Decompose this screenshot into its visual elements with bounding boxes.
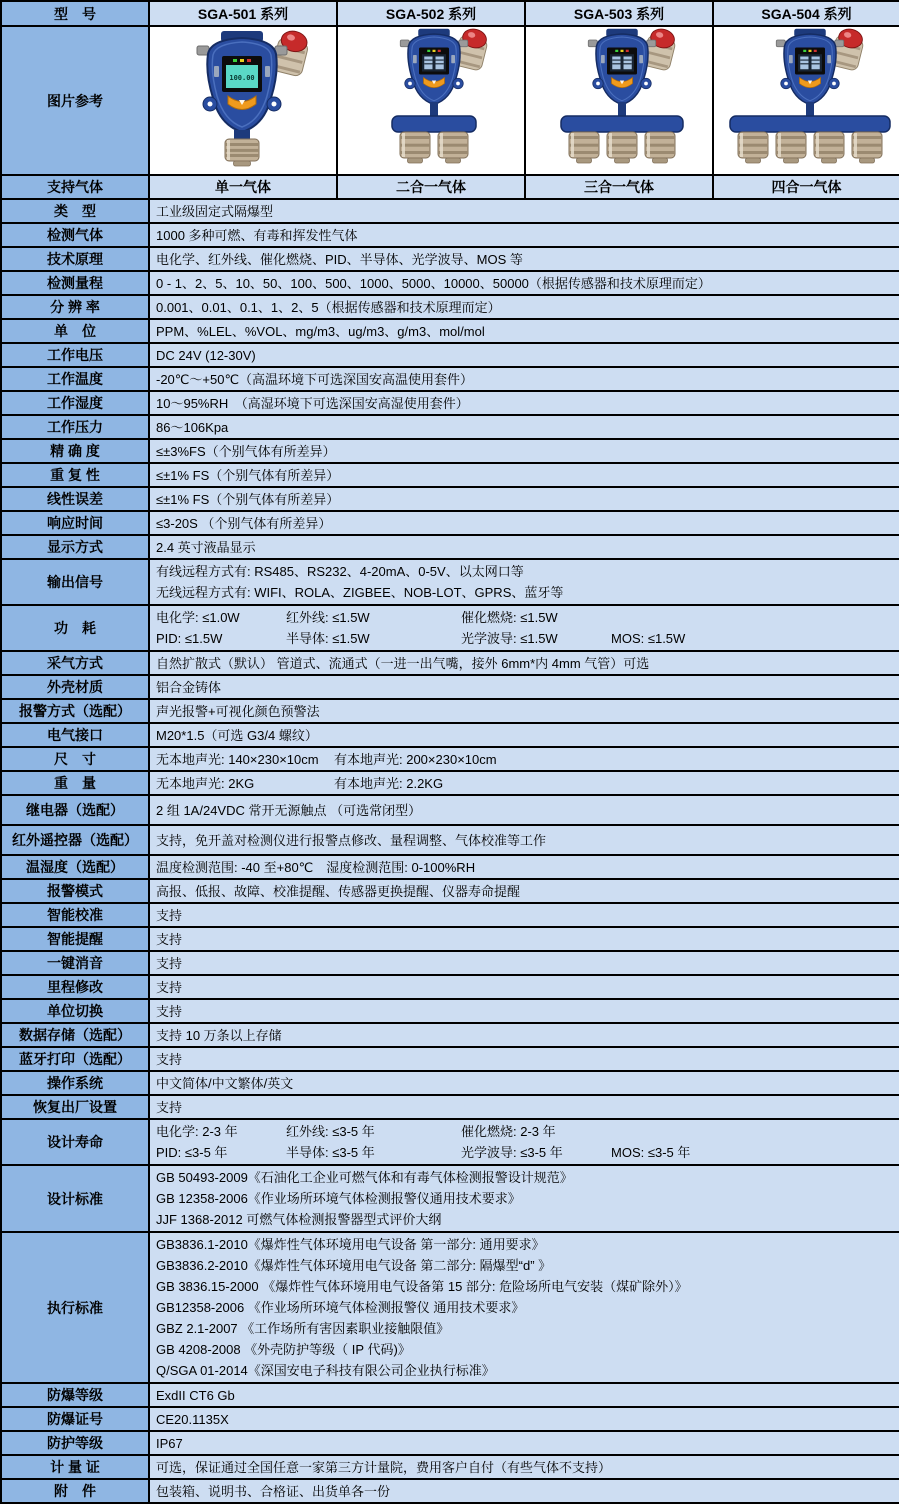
spec-text: MOS: ≤3-5 年 <box>611 1145 691 1160</box>
spec-text: 支持 <box>156 955 183 971</box>
spec-row <box>1 1047 899 1071</box>
product-image-sga-504 <box>713 26 899 175</box>
spec-label: 附 件 <box>1 1479 149 1503</box>
spec-row <box>1 747 899 771</box>
spec-text: 0 - 1、2、5、10、50、100、500、1000、5000、10000、50000（根据传感器和技术原理而定） <box>156 275 711 291</box>
spec-value <box>149 223 899 247</box>
spec-text: 10～95%RH （高湿环境下可选深国安高湿使用套件） <box>156 395 469 411</box>
spec-row <box>1 319 899 343</box>
spec-text: 包装箱、说明书、合格证、出货单各一份 <box>156 1483 391 1499</box>
spec-value <box>149 927 899 951</box>
spec-label: 设计标准 <box>1 1165 149 1232</box>
spec-text: 铝合金铸体 <box>156 679 222 695</box>
spec-label: 重 量 <box>1 771 149 795</box>
gas-type-2in1: 二合一气体 <box>337 175 525 199</box>
spec-value <box>149 1023 899 1047</box>
spec-label: 红外遥控器（选配） <box>1 825 149 855</box>
model-name-sga-502: SGA-502 系列 <box>337 1 525 26</box>
spec-value <box>149 771 899 795</box>
spec-label: 防爆证号 <box>1 1407 149 1431</box>
spec-row <box>1 825 899 855</box>
spec-label: 继电器（选配） <box>1 795 149 825</box>
spec-text: ExdII CT6 Gb <box>156 1387 235 1403</box>
spec-row <box>1 367 899 391</box>
spec-value <box>149 1407 899 1431</box>
spec-row <box>1 771 899 795</box>
sensor-cylinder-icon <box>852 132 882 163</box>
spec-text: 催化燃烧: ≤1.5W <box>461 610 558 625</box>
spec-label: 智能提醒 <box>1 927 149 951</box>
spec-text: GB 50493-2009《石油化工企业可燃气体和有毒气体检测报警设计规范》 <box>156 1170 573 1185</box>
spec-label: 检测量程 <box>1 271 149 295</box>
spec-label: 恢复出厂设置 <box>1 1095 149 1119</box>
spec-row <box>1 247 899 271</box>
spec-text: 支持 10 万条以上存储 <box>156 1027 282 1043</box>
spec-text: IP67 <box>156 1435 183 1451</box>
spec-value <box>149 651 899 675</box>
spec-row <box>1 651 899 675</box>
spec-label: 智能校准 <box>1 903 149 927</box>
spec-value <box>149 415 899 439</box>
spec-label: 技术原理 <box>1 247 149 271</box>
spec-row <box>1 975 899 999</box>
spec-row <box>1 999 899 1023</box>
spec-row <box>1 463 899 487</box>
spec-text: MOS: ≤1.5W <box>611 631 686 646</box>
spec-label: 响应时间 <box>1 511 149 535</box>
spec-text: PPM、%LEL、%VOL、mg/m3、ug/m3、g/m3、mol/mol <box>156 323 485 339</box>
supported-gas-row <box>1 175 899 199</box>
spec-value <box>149 723 899 747</box>
spec-text: M20*1.5（可选 G3/4 螺纹） <box>156 727 318 743</box>
sensor-cylinder-icon <box>400 132 430 163</box>
sensor-cylinder-icon <box>738 132 768 163</box>
spec-row <box>1 439 899 463</box>
spec-text: 催化燃烧: 2-3 年 <box>461 1124 556 1139</box>
spec-text: 光学波导: ≤1.5W <box>461 631 558 646</box>
spec-text: ≤±1% FS（个别气体有所差异） <box>156 491 340 507</box>
spec-text: 86～106Kpa <box>156 419 229 435</box>
spec-row <box>1 855 899 879</box>
detector-body-icon <box>400 29 468 105</box>
gas-detector-image <box>720 28 899 168</box>
spec-label: 执行标准 <box>1 1232 149 1383</box>
spec-value <box>149 903 899 927</box>
spec-text: 0.001、0.01、0.1、1、2、5（根据传感器和技术原理而定） <box>156 299 501 315</box>
gas-detector-image <box>344 28 525 168</box>
spec-value <box>149 511 899 535</box>
spec-text: 光学波导: ≤3-5 年 <box>461 1145 563 1160</box>
spec-value <box>149 795 899 825</box>
spec-label: 电气接口 <box>1 723 149 747</box>
sensor-cylinder-icon <box>814 132 844 163</box>
spec-row <box>1 605 899 651</box>
spec-value <box>149 1431 899 1455</box>
spec-label: 数据存储（选配） <box>1 1023 149 1047</box>
spec-row <box>1 487 899 511</box>
spec-text: 2.4 英寸液晶显示 <box>156 539 256 555</box>
spec-text: JJF 1368-2012 可燃气体检测报警器型式评价大纲 <box>156 1212 442 1227</box>
spec-text: PID: ≤1.5W <box>156 631 223 646</box>
spec-row <box>1 927 899 951</box>
spec-row <box>1 951 899 975</box>
spec-row <box>1 391 899 415</box>
spec-text: 半导体: ≤3-5 年 <box>286 1145 375 1160</box>
spec-text: 支持 <box>156 1051 183 1067</box>
spec-value <box>149 975 899 999</box>
spec-text: 工业级固定式隔爆型 <box>156 203 274 219</box>
spec-value <box>149 535 899 559</box>
spec-value <box>149 1232 899 1383</box>
spec-label: 报警模式 <box>1 879 149 903</box>
spec-text: GB 3836.15-2000 《爆炸性气体环境用电气设备第 15 部分: 危险场所电气安装（煤矿除外）》 <box>156 1279 688 1294</box>
spec-label: 计 量 证 <box>1 1455 149 1479</box>
spec-text: Q/SGA 01-2014《深国安电子科技有限公司企业执行标准》 <box>156 1363 495 1378</box>
detector-body-icon <box>197 31 287 132</box>
detector-body-icon <box>776 29 844 105</box>
spec-row <box>1 699 899 723</box>
spec-text: 电化学: 2-3 年 <box>156 1124 238 1139</box>
detector-body-icon <box>588 29 656 105</box>
spec-value <box>149 825 899 855</box>
spec-label: 重 复 性 <box>1 463 149 487</box>
gas-type-single: 单一气体 <box>149 175 337 199</box>
spec-text: GB 12358-2006《作业场所环境气体检测报警仪通用技术要求》 <box>156 1191 521 1206</box>
spec-text: 支持 <box>156 979 183 995</box>
spec-row <box>1 343 899 367</box>
spec-label: 外壳材质 <box>1 675 149 699</box>
spec-row <box>1 1383 899 1407</box>
spec-label: 工作压力 <box>1 415 149 439</box>
spec-text: 无本地声光: 2KG <box>156 775 255 791</box>
sensor-cylinder-icon <box>438 132 468 163</box>
spec-label: 分 辨 率 <box>1 295 149 319</box>
spec-label: 防爆等级 <box>1 1383 149 1407</box>
spec-row <box>1 879 899 903</box>
spec-label: 报警方式（选配） <box>1 699 149 723</box>
spec-label: 设计寿命 <box>1 1119 149 1165</box>
spec-label: 工作湿度 <box>1 391 149 415</box>
spec-value <box>149 1165 899 1232</box>
gas-detector-image <box>156 28 337 168</box>
spec-value <box>149 271 899 295</box>
spec-value <box>149 367 899 391</box>
supported-gas-label: 支持气体 <box>1 175 149 199</box>
spec-text: GB3836.2-2010《爆炸性气体环境用电气设备 第二部分: 隔爆型“d” 》 <box>156 1258 552 1273</box>
spec-value <box>149 1383 899 1407</box>
spec-label: 单 位 <box>1 319 149 343</box>
spec-value <box>149 1455 899 1479</box>
spec-label: 单位切换 <box>1 999 149 1023</box>
spec-label: 工作电压 <box>1 343 149 367</box>
spec-value <box>149 199 899 223</box>
spec-row <box>1 723 899 747</box>
model-name-sga-503: SGA-503 系列 <box>525 1 713 26</box>
gas-detector-image <box>532 28 713 168</box>
spec-text: ≤±3%FS（个别气体有所差异） <box>156 443 336 459</box>
spec-value <box>149 439 899 463</box>
spec-row <box>1 559 899 605</box>
spec-label: 功 耗 <box>1 605 149 651</box>
sensor-cylinder-icon <box>776 132 806 163</box>
spec-value <box>149 1479 899 1503</box>
spec-value <box>149 747 899 771</box>
spec-text: -20℃～+50℃（高温环境下可选深国安高温使用套件） <box>156 371 474 387</box>
spec-row <box>1 1165 899 1232</box>
spec-label: 输出信号 <box>1 559 149 605</box>
image-row-label: 图片参考 <box>1 26 149 175</box>
spec-text: GB3836.1-2010《爆炸性气体环境用电气设备 第一部分: 通用要求》 <box>156 1237 545 1252</box>
spec-value <box>149 487 899 511</box>
spec-row <box>1 675 899 699</box>
sensor-cylinder-icon <box>225 139 259 166</box>
product-image-sga-501 <box>149 26 337 175</box>
model-header-label: 型 号 <box>1 1 149 26</box>
spec-text: 半导体: ≤1.5W <box>286 631 370 646</box>
product-image-sga-502 <box>337 26 525 175</box>
image-row <box>1 26 899 175</box>
spec-label: 蓝牙打印（选配） <box>1 1047 149 1071</box>
sensor-cylinder-icon <box>607 132 637 163</box>
spec-value <box>149 605 899 651</box>
spec-value <box>149 675 899 699</box>
spec-text: 可选，保证通过全国任意一家第三方计量院，费用客户自付（有些气体不支持） <box>156 1459 612 1475</box>
spec-value <box>149 319 899 343</box>
spec-row <box>1 535 899 559</box>
spec-row <box>1 1071 899 1095</box>
spec-value <box>149 343 899 367</box>
model-name-sga-501: SGA-501 系列 <box>149 1 337 26</box>
spec-row <box>1 223 899 247</box>
spec-text: 电化学: ≤1.0W <box>156 610 240 625</box>
spec-text: 有本地声光: 200×230×10cm <box>334 751 497 767</box>
spec-value <box>149 295 899 319</box>
sensor-cylinder-icon <box>645 132 675 163</box>
sensor-cylinder-icon <box>569 132 599 163</box>
spec-text: 声光报警+可视化颜色预警法 <box>156 703 320 719</box>
spec-text: 红外线: ≤1.5W <box>286 610 370 625</box>
spec-text: 1000 多种可燃、有毒和挥发性气体 <box>156 227 358 243</box>
spec-label: 类 型 <box>1 199 149 223</box>
spec-row <box>1 199 899 223</box>
spec-label: 尺 寸 <box>1 747 149 771</box>
spec-text: CE20.1135X <box>156 1411 229 1427</box>
spec-label: 防护等级 <box>1 1431 149 1455</box>
spec-label: 温湿度（选配） <box>1 855 149 879</box>
spec-row <box>1 1407 899 1431</box>
spec-text: ≤±1% FS（个别气体有所差异） <box>156 467 340 483</box>
spec-value <box>149 855 899 879</box>
spec-row <box>1 1431 899 1455</box>
spec-value <box>149 1071 899 1095</box>
spec-text: 高报、低报、故障、校准提醒、传感器更换提醒、仪器寿命提醒 <box>156 883 521 899</box>
spec-value <box>149 391 899 415</box>
spec-label: 工作温度 <box>1 367 149 391</box>
spec-text: 温度检测范围: -40 至+80℃ 湿度检测范围: 0-100%RH <box>156 859 476 875</box>
spec-text: 电化学、红外线、催化燃烧、PID、半导体、光学波导、MOS 等 <box>156 251 523 267</box>
spec-value <box>149 699 899 723</box>
spec-value <box>149 999 899 1023</box>
spec-label: 检测气体 <box>1 223 149 247</box>
model-header-row <box>1 1 899 26</box>
product-image-sga-503 <box>525 26 713 175</box>
spec-text: 支持 <box>156 907 183 923</box>
spec-text: 无本地声光: 140×230×10cm <box>156 751 319 767</box>
spec-row <box>1 1023 899 1047</box>
spec-row <box>1 295 899 319</box>
spec-text: 有本地声光: 2.2KG <box>334 775 444 791</box>
spec-value <box>149 1095 899 1119</box>
spec-value <box>149 463 899 487</box>
spec-value <box>149 559 899 605</box>
spec-value <box>149 1047 899 1071</box>
spec-text: PID: ≤3-5 年 <box>156 1145 228 1160</box>
spec-text: GB 4208-2008 《外壳防护等级（ IP 代码)》 <box>156 1342 411 1357</box>
spec-label: 精 确 度 <box>1 439 149 463</box>
spec-text: 有线远程方式有: RS485、RS232、4-20mA、0-5V、以太网口等 <box>156 564 524 579</box>
spec-text: 2 组 1A/24VDC 常开无源触点 （可选常闭型） <box>156 802 422 818</box>
spec-text: GB12358-2006 《作业场所环境气体检测报警仪 通用技术要求》 <box>156 1300 525 1315</box>
spec-label: 一键消音 <box>1 951 149 975</box>
spec-label: 操作系统 <box>1 1071 149 1095</box>
spec-row <box>1 511 899 535</box>
gas-type-4in1: 四合一气体 <box>713 175 899 199</box>
spec-text: 支持，免开盖对检测仪进行报警点修改、量程调整、气体校准等工作 <box>156 832 547 848</box>
spec-label: 采气方式 <box>1 651 149 675</box>
spec-text: ≤3-20S （个别气体有所差异） <box>156 515 332 531</box>
spec-text: 支持 <box>156 1099 183 1115</box>
model-name-sga-504: SGA-504 系列 <box>713 1 899 26</box>
spec-text: 中文简体/中文繁体/英文 <box>156 1075 294 1091</box>
svg-text:100.00: 100.00 <box>229 74 255 82</box>
spec-text: 红外线: ≤3-5 年 <box>286 1124 375 1139</box>
spec-text: 自然扩散式（默认） 管道式、流通式（一进一出气嘴，接外 6mm*内 4mm 气管）可选 <box>156 655 650 671</box>
spec-value <box>149 247 899 271</box>
spec-row <box>1 903 899 927</box>
spec-value <box>149 1119 899 1165</box>
spec-row <box>1 271 899 295</box>
spec-text: GBZ 2.1-2007 《工作场所有害因素职业接触限值》 <box>156 1321 450 1336</box>
spec-label: 显示方式 <box>1 535 149 559</box>
spec-row <box>1 1095 899 1119</box>
spec-text: DC 24V (12-30V) <box>156 347 256 363</box>
spec-value <box>149 879 899 903</box>
spec-row <box>1 1119 899 1165</box>
spec-text: 支持 <box>156 1003 183 1019</box>
spec-row <box>1 1455 899 1479</box>
spec-row <box>1 1232 899 1383</box>
spec-label: 线性误差 <box>1 487 149 511</box>
spec-row <box>1 415 899 439</box>
spec-row <box>1 795 899 825</box>
spec-value <box>149 951 899 975</box>
gas-type-3in1: 三合一气体 <box>525 175 713 199</box>
spec-row <box>1 1479 899 1503</box>
spec-label: 里程修改 <box>1 975 149 999</box>
spec-text: 无线远程方式有: WIFI、ROLA、ZIGBEE、NOB-LOT、GPRS、蓝牙等 <box>156 585 564 600</box>
spec-text: 支持 <box>156 931 183 947</box>
